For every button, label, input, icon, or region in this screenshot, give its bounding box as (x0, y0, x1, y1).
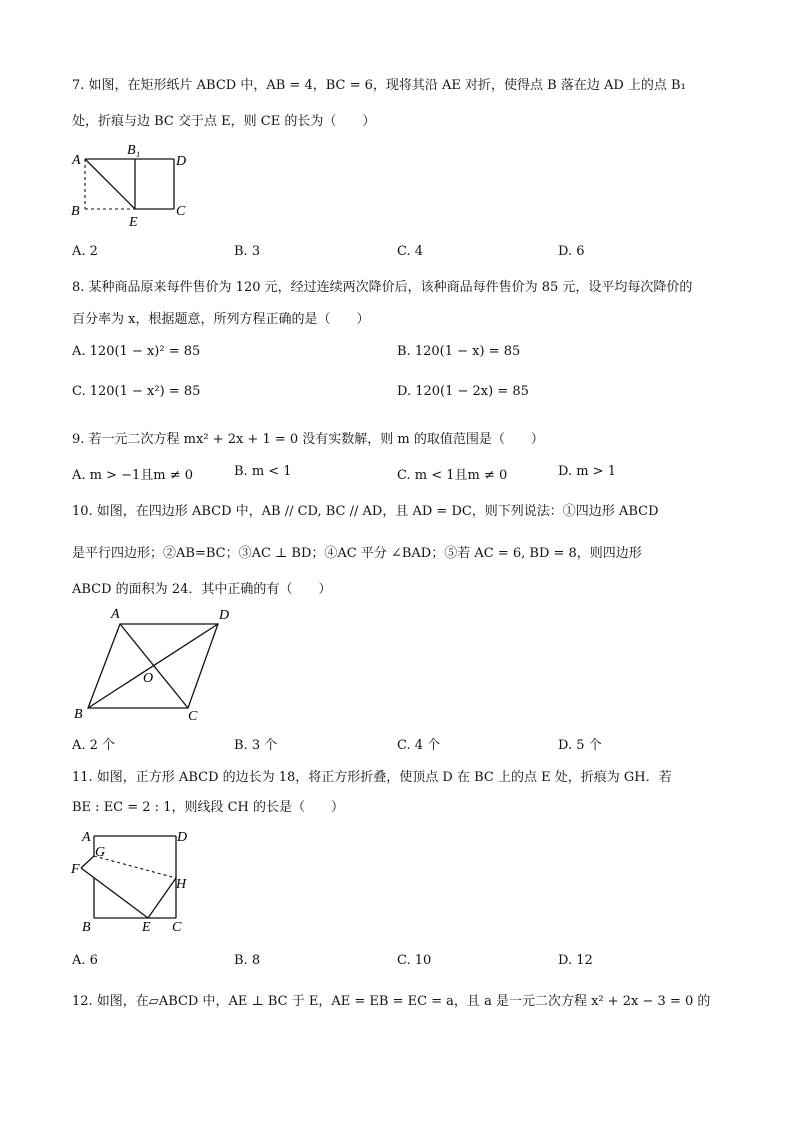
q9-option-c: C. m < 1且m ≠ 0 (397, 468, 508, 483)
q10-label-c: C (188, 709, 198, 724)
q7-label-e: E (129, 215, 138, 230)
q7-text-line1: 7. 如图，在矩形纸片 ABCD 中，AB = 4，BC = 6，现将其沿 AE 对折，使得点 B 落在边 AD 上的点 B₁ (72, 78, 686, 93)
q12-text-line1: 12. 如图，在▱ABCD 中，AE ⊥ BC 于 E，AE = EB = EC = a，且 a 是一元二次方程 x² + 2x − 3 = 0 的 (72, 994, 711, 1009)
q10-parallelogram-figure (68, 602, 248, 726)
q10-label-b: B (74, 707, 83, 722)
q7-text-line2: 处，折痕与边 BC 交于点 E，则 CE 的长为（ ） (72, 114, 376, 129)
q7-option-d: D. 6 (558, 244, 585, 259)
q10-text-line2: 是平行四边形；②AB=BC；③AC ⊥ BD；④AC 平分 ∠BAD；⑤若 AC = 6, BD = 8，则四边形 (72, 546, 642, 561)
q8-option-a: A. 120(1 − x)² = 85 (72, 344, 201, 359)
q9-text-line1: 9. 若一元二次方程 mx² + 2x + 1 = 0 没有实数解，则 m 的取值范围是（ ） (72, 432, 544, 447)
q11-square-figure (66, 824, 196, 936)
q9-option-d: D. m > 1 (558, 464, 616, 479)
q10-text-line1: 10. 如图，在四边形 ABCD 中，AB // CD, BC // AD，且 AD = DC，则下列说法：①四边形 ABCD (72, 504, 659, 519)
q9-option-b: B. m < 1 (234, 464, 292, 479)
q8-option-c: C. 120(1 − x²) = 85 (72, 384, 201, 399)
q7-label-d: D (176, 154, 187, 169)
q11-label-d: D (177, 830, 188, 845)
q11-option-d: D. 12 (558, 953, 593, 968)
q7-label-b: B (71, 204, 80, 219)
q11-option-b: B. 8 (234, 953, 261, 968)
q7-rectangle-figure (66, 138, 196, 230)
q11-label-a: A (82, 830, 91, 845)
q7-option-c: C. 4 (397, 244, 424, 259)
q11-text-line2: BE : EC = 2 : 1，则线段 CH 的长是（ ） (72, 800, 345, 815)
q8-text-line1: 8. 某种商品原来每件售价为 120 元，经过连续两次降价后，该种商品每件售价为 85 元，设平均每次降价的 (72, 280, 693, 295)
q8-option-b: B. 120(1 − x) = 85 (397, 344, 521, 359)
q10-option-b: B. 3 个 (234, 738, 278, 753)
q10-text-line3: ABCD 的面积为 24．其中正确的有（ ） (72, 582, 332, 597)
q7-option-b: B. 3 (234, 244, 261, 259)
q11-label-f: F (71, 862, 80, 877)
q11-option-a: A. 6 (72, 953, 98, 968)
q11-option-c: C. 10 (397, 953, 432, 968)
q10-option-c: C. 4 个 (397, 738, 441, 753)
q10-label-d: D (219, 608, 230, 623)
q11-label-e: E (142, 920, 151, 935)
q10-option-d: D. 5 个 (558, 738, 602, 753)
q8-option-d: D. 120(1 − 2x) = 85 (397, 384, 529, 399)
q10-option-a: A. 2 个 (72, 738, 116, 753)
q9-option-a: A. m > −1且m ≠ 0 (72, 468, 194, 483)
q7-label-c: C (176, 204, 186, 219)
q10-label-a: A (111, 607, 120, 622)
q10-label-o: O (143, 671, 154, 686)
q11-label-b: B (82, 920, 91, 935)
q8-text-line2: 百分率为 x，根据题意，所列方程正确的是（ ） (72, 312, 370, 327)
q7-option-a: A. 2 (72, 244, 98, 259)
q11-label-g: G (95, 845, 106, 860)
q11-label-c: C (172, 920, 182, 935)
q7-label-b1: B₁ (127, 143, 141, 158)
q7-label-a: A (72, 153, 81, 168)
q11-label-h: H (176, 877, 187, 892)
q11-text-line1: 11. 如图，正方形 ABCD 的边长为 18，将正方形折叠，使顶点 D 在 BC 上的点 E 处，折痕为 GH．若 (72, 770, 672, 785)
